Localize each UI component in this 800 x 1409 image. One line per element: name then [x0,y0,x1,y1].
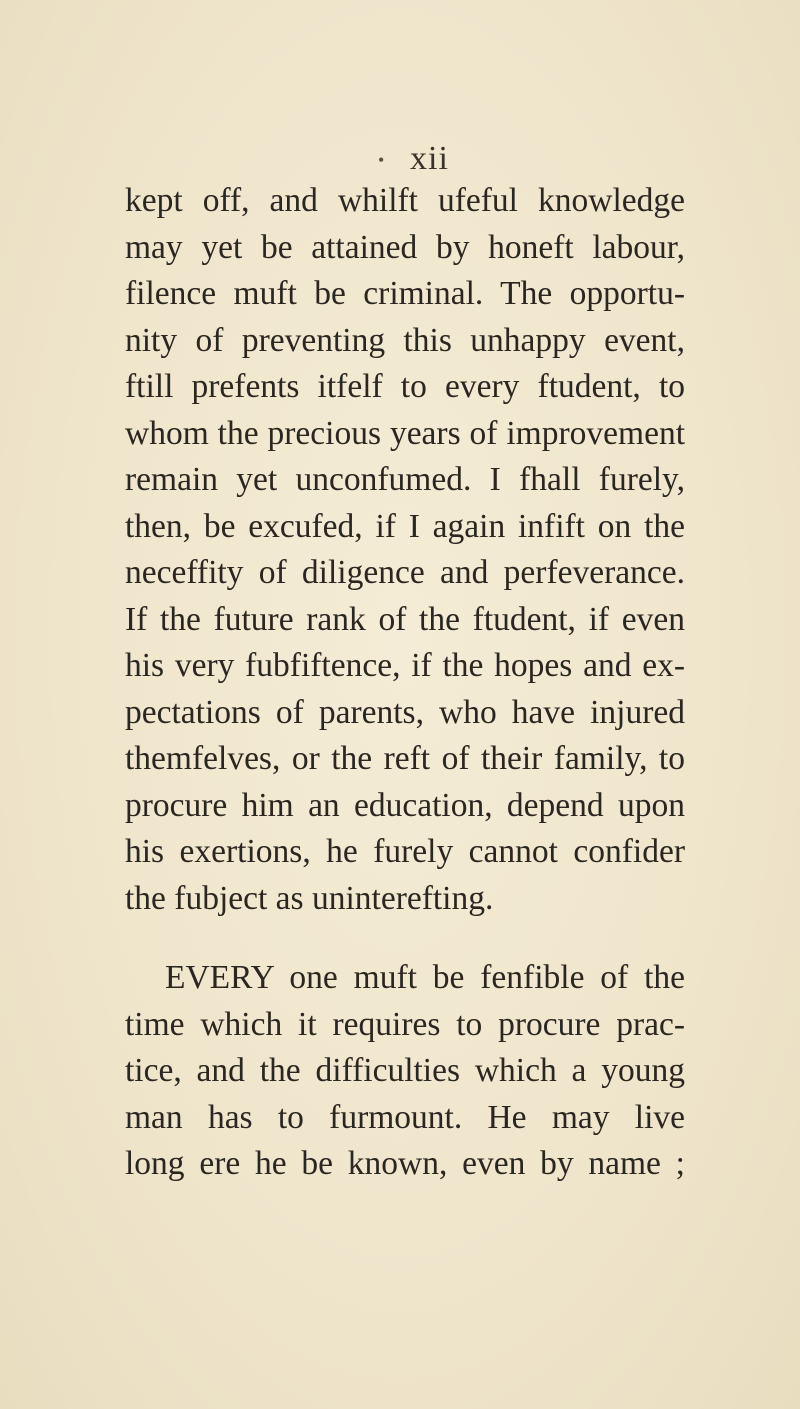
page-number: xii [410,140,449,177]
text-line: EVERY one muft be fenfible of the [165,959,685,996]
text-line: long ere he be known, even by name ; [125,1145,685,1182]
text-line: ftill prefents itfelf to every ftudent, to [125,368,685,405]
text-line: pectations of parents, who have injured [125,693,685,731]
text-line: If the future rank of the ftudent, if even [125,600,685,638]
text-line: then, be excufed, if I again infift on the [125,507,685,545]
text-line: time which it requires to procure prac- [125,1005,685,1043]
paragraph-1 [125,178,685,922]
text-line: remain yet unconfumed. I fhall furely, [125,461,685,498]
text-line: his very fubfiftence, if the hopes and ex- [125,647,685,684]
text-line: man has to furmount. He may live [125,1098,685,1136]
text-line: may yet be attained by honeft labour, [125,228,685,266]
text-line: neceffity of diligence and perfeverance. [125,554,685,591]
text-line: themfelves, or the reft of their family, to [125,740,685,777]
text-line: the fubject as uninterefting. [125,879,494,917]
text-line: tice, and the difficulties which a young [125,1052,685,1089]
text-line: whom the precious years of improvement [125,414,685,452]
body-text [125,178,685,1188]
paragraph-gap [125,922,685,955]
text-line: nity of preventing this unhappy event, [125,321,685,359]
text-line: kept off, and whilft ufeful knowledge [125,182,685,219]
paragraph-2 [125,955,685,1188]
text-line: filence muft be criminal. The opportu- [125,275,685,312]
page-number-dot: • [378,150,385,170]
text-line: procure him an education, depend upon [125,786,685,824]
text-line: his exertions, he furely cannot confider [125,833,685,870]
